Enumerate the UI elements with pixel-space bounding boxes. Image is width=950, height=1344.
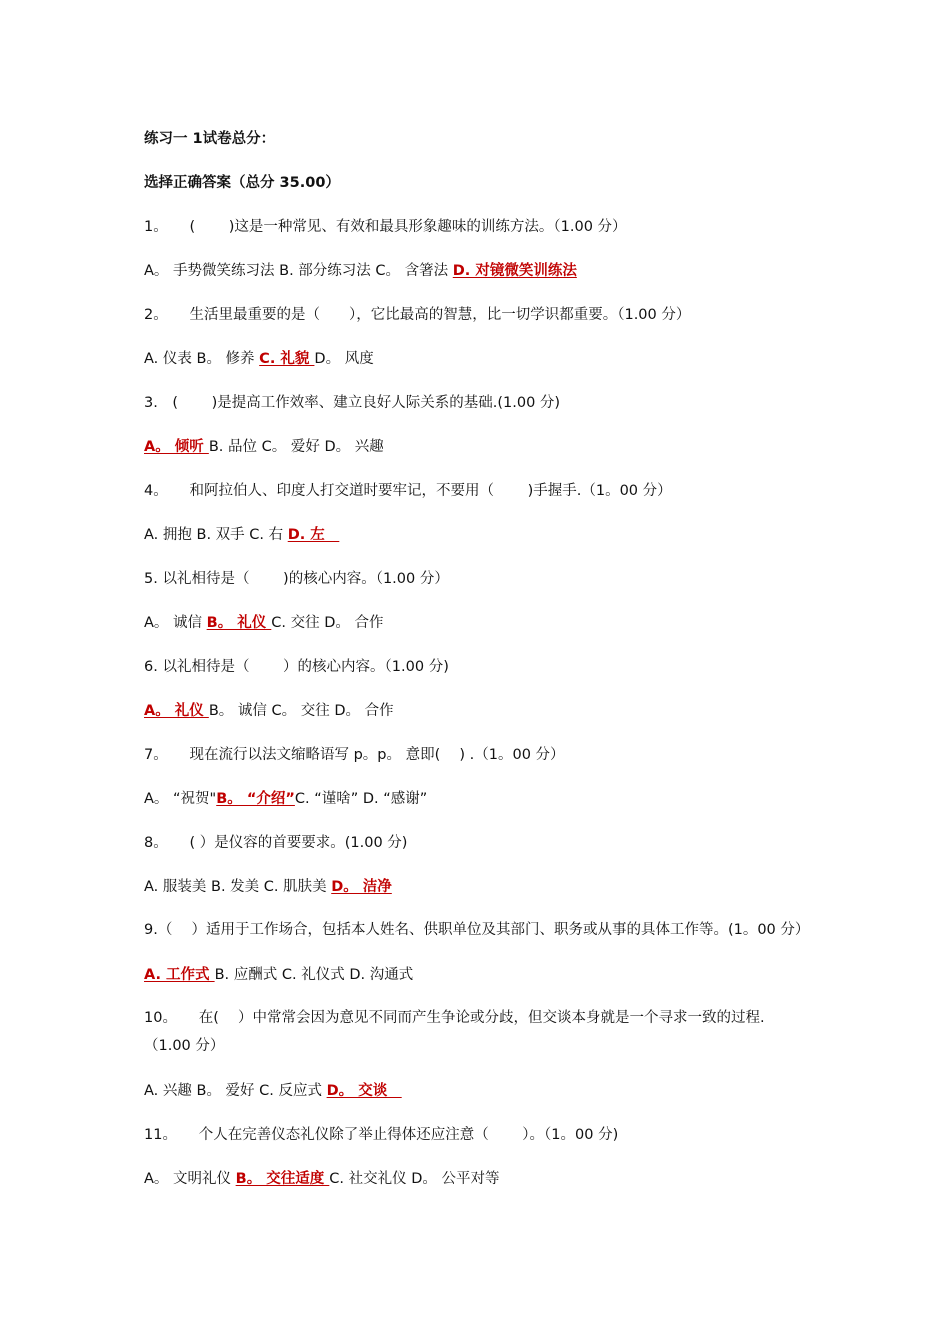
question-options (144, 784, 806, 814)
question-text: 4。 和阿拉伯人、印度人打交道时要牢记，不要用（ )手握手.（1。00 分） (144, 483, 672, 499)
question-11 (144, 1120, 806, 1194)
question-text: 3. ( )是提高工作效率、建立良好人际关系的基础.(1.00 分) (144, 395, 561, 411)
correct-answer: A。 礼仪 (144, 703, 209, 719)
correct-answer: A。 倾听 (144, 439, 209, 455)
question-10 (144, 1004, 806, 1106)
document-page (144, 124, 810, 1208)
question-6 (144, 652, 806, 726)
correct-answer: C. 礼貌 (259, 351, 315, 367)
question-options (144, 256, 806, 286)
question-4 (144, 476, 806, 550)
question-options (144, 1076, 806, 1106)
question-options (144, 608, 806, 638)
options-after-answer: B. 应酬式 C. 礼仪式 D. 沟通式 (214, 967, 414, 983)
options-before-answer: A. 兴趣 B。 爱好 C. 反应式 (144, 1083, 327, 1099)
question-text: 11。 个人在完善仪态礼仪除了举止得体还应注意（ ）。（1。00 分) (144, 1127, 619, 1143)
question-text: 8。 ( ）是仪容的首要要求。(1.00 分) (144, 835, 408, 851)
options-after-answer: C. 社交礼仪 D。 公平对等 (329, 1171, 500, 1187)
question-3 (144, 388, 806, 462)
options-before-answer: A. 仪表 B。 修养 (144, 351, 260, 367)
question-2 (144, 300, 806, 374)
options-before-answer: A。 “祝贺" (144, 791, 217, 807)
paper-title: 练习一 1试卷总分： (144, 131, 276, 147)
question-options (144, 344, 806, 374)
correct-answer: D。 交谈 (326, 1083, 402, 1099)
options-after-answer: B. 品位 C。 爱好 D。 兴趣 (208, 439, 384, 455)
options-before-answer: A。 诚信 (144, 615, 207, 631)
question-text: 10。 在( ）中常常会因为意见不同而产生争论或分歧，但交谈本身就是一个寻求一致的过程.（1.00 分） (144, 1010, 765, 1054)
options-before-answer: A。 手势微笑练习法 B. 部分练习法 C。 含箸法 (144, 263, 453, 279)
question-options (144, 872, 806, 902)
question-8 (144, 828, 806, 902)
options-before-answer: A. 服装美 B. 发美 C. 肌肤美 (144, 879, 332, 895)
options-after-answer: B。 诚信 C。 交往 D。 合作 (208, 703, 394, 719)
question-options (144, 1164, 806, 1194)
question-text: 5. 以礼相待是（ )的核心内容。（1.00 分） (144, 571, 449, 587)
options-after-answer: D。 风度 (314, 351, 374, 367)
question-options (144, 520, 806, 550)
question-9 (144, 916, 810, 990)
correct-answer: D。 洁净 (331, 879, 392, 895)
options-after-answer: C. 交往 D。 合作 (271, 615, 384, 631)
correct-answer: D. 对镜微笑训练法 (452, 263, 577, 279)
question-7 (144, 740, 806, 814)
question-text: 7。 现在流行以法文缩略语写 p。p。 意即( ) .（1。00 分） (144, 747, 565, 763)
options-after-answer: C. “谨啥” D. “感谢” (294, 791, 428, 807)
correct-answer: B。 礼仪 (206, 615, 272, 631)
section-title: 选择正确答案（总分 35.00） (144, 175, 340, 191)
question-options (144, 696, 806, 726)
correct-answer: B。 交往适度 (235, 1171, 330, 1187)
options-before-answer: A。 文明礼仪 (144, 1171, 236, 1187)
question-options (144, 960, 806, 990)
question-text: 1。 ( )这是一种常见、有效和最具形象趣味的训练方法。（1.00 分） (144, 219, 627, 235)
question-text: 6. 以礼相待是（ ）的核心内容。（1.00 分) (144, 659, 449, 675)
correct-answer: B。 “介绍” (216, 791, 295, 807)
correct-answer: D. 左 (287, 527, 340, 543)
question-options (144, 432, 806, 462)
question-text: 2。 生活里最重要的是（ ），它比最高的智慧，比一切学识都重要。（1.00 分） (144, 307, 691, 323)
question-text: 9.（ ）适用于工作场合，包括本人姓名、供职单位及其部门、职务或从事的具体工作等。(1。00 分） (144, 922, 810, 938)
question-1 (144, 212, 806, 286)
question-5 (144, 564, 806, 638)
options-before-answer: A. 拥抱 B. 双手 C. 右 (144, 527, 288, 543)
correct-answer: A. 工作式 (144, 967, 215, 983)
